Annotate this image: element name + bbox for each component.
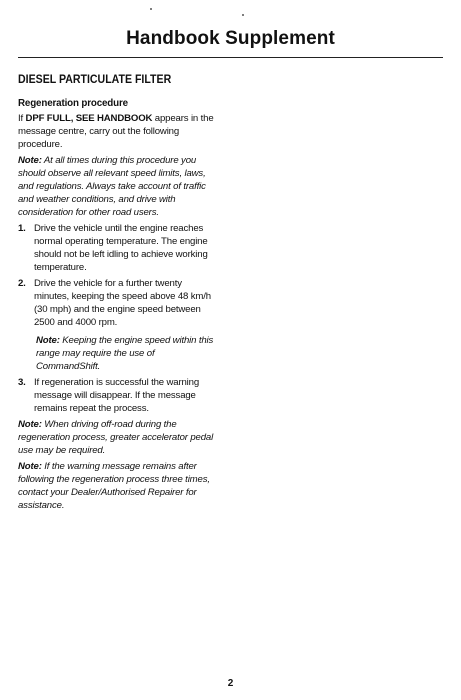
note-label: Note: [18, 155, 42, 166]
list-item [18, 277, 218, 373]
note-text: When driving off-road during the regeneration process, greater accelerator pedal use may be required. [18, 419, 214, 456]
note-speed-limits [18, 154, 218, 219]
section-title: DIESEL PARTICULATE FILTER [18, 74, 172, 86]
step-text: Drive the vehicle until the engine reaches normal operating temperature. The engine should not be left idling to achieve working temperature. [34, 223, 208, 273]
step-note [36, 334, 218, 373]
header-rule [18, 57, 443, 58]
scan-speck [242, 14, 244, 16]
note-off-road [18, 418, 218, 457]
page-title: Handbook Supplement [126, 28, 335, 49]
subheading: Regeneration procedure [18, 98, 128, 109]
note-contact-dealer [18, 460, 218, 512]
step-text: If regeneration is successful the warning message will disappear. If the message remains repeat the process. [34, 377, 200, 414]
intro-suffix: appears in the message centre, carry out the following procedure. [18, 113, 214, 150]
page-content [18, 73, 218, 515]
note-label: Note: [18, 461, 42, 472]
list-item [18, 222, 218, 274]
step-number: 3. [18, 377, 26, 388]
step-number: 1. [18, 223, 26, 234]
message-text: DPF FULL, SEE HANDBOOK [25, 113, 153, 124]
page-number: 2 [227, 678, 234, 689]
intro-prefix: If [18, 113, 26, 124]
step-number: 2. [18, 278, 26, 289]
steps-list [18, 222, 218, 415]
note-label: Note: [18, 419, 42, 430]
note-text: At all times during this procedure you should observe all relevant speed limits, laws, and regulations. Always take account of traffic and weather conditions, and drive with consideration for other road users. [18, 155, 206, 218]
note-text: If the warning message remains after following the regeneration process three times, contact your Dealer/Authorised Repairer for assistance. [18, 461, 210, 511]
note-label: Note: [36, 335, 60, 346]
list-item [18, 376, 218, 415]
scan-speck [150, 8, 152, 10]
note-text: Keeping the engine speed within this range may require the use of CommandShift. [36, 335, 214, 372]
intro-paragraph [18, 112, 218, 151]
step-text: Drive the vehicle for a further twenty minutes, keeping the speed above 48 km/h (30 mph) and the engine speed between 2500 and 4000 rpm. [34, 278, 211, 328]
